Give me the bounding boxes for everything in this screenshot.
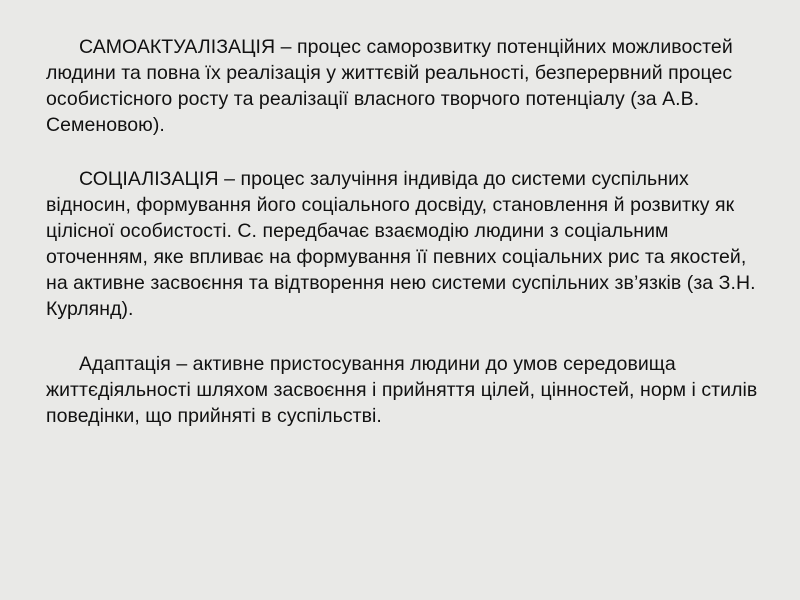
definition-self-actualization: САМОАКТУАЛІЗАЦІЯ – процес саморозвитку потенційних можливостей людини та повна їх реалізація у життєвій реальності, безперервний процес особистісного росту та реалізації власного творчого потенціалу (за А.В. Семеновою).	[46, 36, 733, 136]
definition-adaptation: Адаптація – активне пристосування людини до умов середовища життєдіяльності шляхом засвоєння і прийняття цілей, цінностей, норм і стилів поведінки, що прийняті в суспільстві.	[46, 353, 758, 427]
definition-socialization: СОЦІАЛІЗАЦІЯ – процес залучіння індивіда до системи суспільних відносин, формування його соціального досвіду, становлення й розвитку як цілісної особистості. С. передбачає взаємодію людини з соціальним оточенням, яке впливає на формування її певних соціальних рис та якостей, на активне засвоєння та відтворення нею системи суспільних зв’язків (за З.Н. Курлянд).	[46, 168, 756, 320]
